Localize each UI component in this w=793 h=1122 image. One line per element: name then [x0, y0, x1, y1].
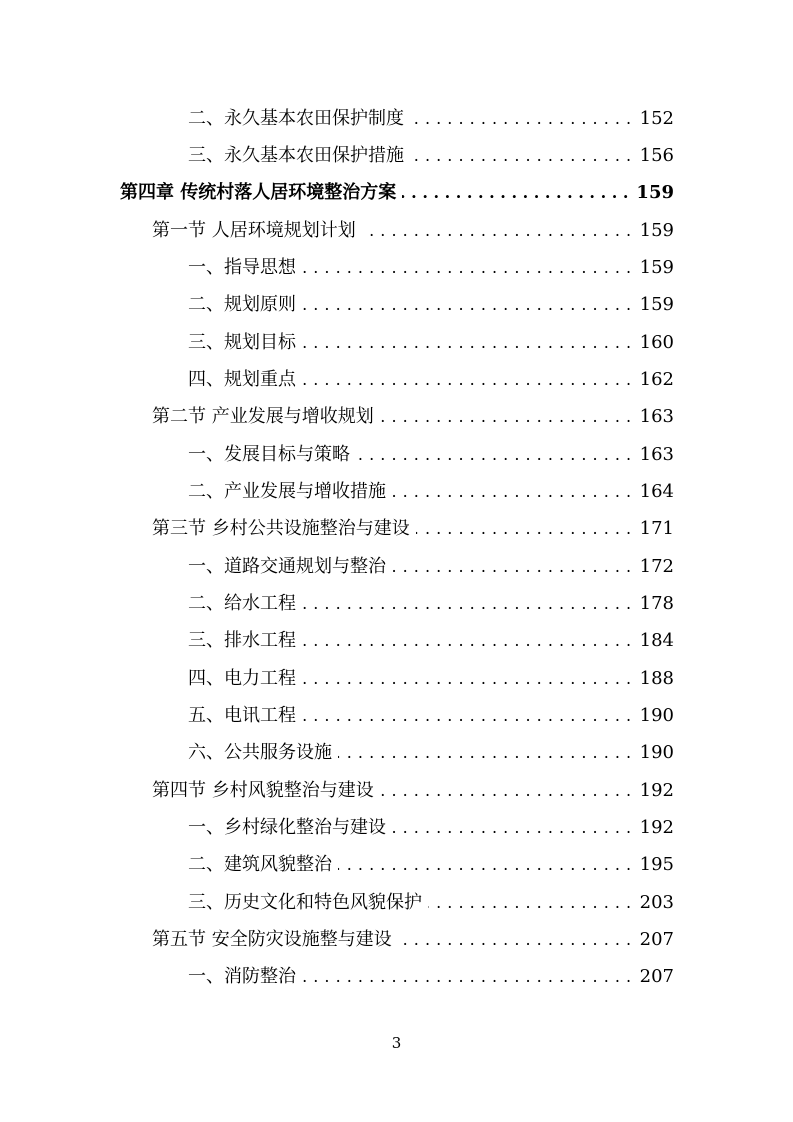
toc-entry-title: 三、永久基本农田保护措施 [188, 145, 404, 166]
toc-entry-page: 152 [639, 108, 674, 129]
toc-entry-page: 195 [639, 854, 674, 875]
toc-dot-leader [392, 809, 632, 846]
toc-entry[interactable] [188, 249, 674, 286]
toc-entry-page: 184 [639, 630, 674, 651]
toc-dot-leader [302, 958, 632, 995]
toc-entry-title: 三、规划目标 [188, 332, 296, 353]
toc-entry[interactable] [188, 100, 674, 137]
toc-entry[interactable] [188, 697, 674, 734]
toc-entry-page: 192 [639, 817, 674, 838]
toc-entry-title: 六、公共服务设施 [188, 742, 332, 763]
toc-dot-leader [338, 846, 632, 883]
toc-entry-title: 一、发展目标与策略 [188, 444, 350, 465]
toc-entry[interactable] [188, 884, 674, 921]
toc-entry-title: 三、排水工程 [188, 630, 296, 651]
toc-entry-page: 163 [639, 406, 674, 427]
toc-section-entry[interactable] [152, 398, 674, 435]
toc-dot-leader [392, 473, 632, 510]
toc-entry-title: 四、规划重点 [188, 369, 296, 390]
toc-entry-page: 192 [639, 780, 674, 801]
toc-entry-title: 二、建筑风貌整治 [188, 854, 332, 875]
toc-entry-page: 163 [639, 444, 674, 465]
toc-entry-title: 一、道路交通规划与整治 [188, 556, 386, 577]
toc-dot-leader [380, 772, 632, 809]
toc-entry[interactable] [188, 286, 674, 323]
toc-entry-page: 203 [639, 892, 674, 913]
toc-dot-leader [416, 510, 632, 547]
toc-entry-page: 159 [636, 182, 674, 203]
toc-entry[interactable] [188, 846, 674, 883]
toc-entry[interactable] [188, 585, 674, 622]
toc-entry-title: 二、产业发展与增收措施 [188, 481, 386, 502]
toc-dot-leader [302, 697, 632, 734]
toc-entry[interactable] [188, 958, 674, 995]
toc-entry[interactable] [188, 436, 674, 473]
toc-section-entry[interactable] [152, 510, 674, 547]
toc-entry-page: 164 [639, 481, 674, 502]
toc-entry[interactable] [188, 622, 674, 659]
toc-dot-leader [402, 174, 628, 211]
toc-entry-page: 159 [639, 294, 674, 315]
toc-entry-page: 172 [639, 556, 674, 577]
toc-entry[interactable] [188, 734, 674, 771]
toc-dot-leader [398, 921, 632, 958]
toc-dot-leader [428, 884, 632, 921]
toc-entry[interactable] [188, 137, 674, 174]
toc-entry-title: 一、指导思想 [188, 257, 296, 278]
toc-dot-leader [302, 585, 632, 622]
toc-entry-title: 第四节 乡村风貌整治与建设 [152, 780, 374, 801]
toc-entry-title: 一、消防整治 [188, 966, 296, 987]
toc-dot-leader [410, 137, 632, 174]
toc-entry-page: 178 [639, 593, 674, 614]
toc-entry-page: 160 [639, 332, 674, 353]
toc-entry-title: 二、给水工程 [188, 593, 296, 614]
toc-entry-page: 159 [639, 257, 674, 278]
toc-entry[interactable] [188, 660, 674, 697]
toc-dot-leader [302, 286, 632, 323]
toc-entry-title: 二、规划原则 [188, 294, 296, 315]
toc-entry-page: 156 [639, 145, 674, 166]
toc-dot-leader [392, 548, 632, 585]
toc-entry-title: 第一节 人居环境规划计划 [152, 220, 356, 241]
toc-entry-page: 207 [639, 966, 674, 987]
toc-dot-leader [356, 436, 632, 473]
toc-dot-leader [410, 100, 632, 137]
toc-section-entry[interactable] [152, 772, 674, 809]
toc-entry-title: 五、电讯工程 [188, 705, 296, 726]
toc-entry-title: 三、历史文化和特色风貌保护 [188, 892, 422, 913]
page-number: 3 [391, 1034, 402, 1052]
toc-dot-leader [302, 660, 632, 697]
toc-dot-leader [302, 249, 632, 286]
toc-entry-title: 一、乡村绿化整治与建设 [188, 817, 386, 838]
toc-dot-leader [362, 212, 632, 249]
toc-entry[interactable] [188, 473, 674, 510]
toc-chapter-entry[interactable] [120, 174, 674, 211]
toc-entry-title: 四、电力工程 [188, 668, 296, 689]
toc-entry-page: 159 [639, 220, 674, 241]
toc-entry-page: 171 [639, 518, 674, 539]
toc-entry[interactable] [188, 548, 674, 585]
toc-entry[interactable] [188, 324, 674, 361]
toc-section-entry[interactable] [152, 212, 674, 249]
toc-entry-page: 162 [639, 369, 674, 390]
toc-entry-title: 第五节 安全防灾设施整与建设 [152, 929, 392, 950]
toc-dot-leader [302, 361, 632, 398]
toc-entry-page: 190 [639, 742, 674, 763]
toc-entry-title: 第二节 产业发展与增收规划 [152, 406, 374, 427]
toc-dot-leader [302, 622, 632, 659]
toc-dot-leader [302, 324, 632, 361]
toc-entry-title: 第三节 乡村公共设施整治与建设 [152, 518, 410, 539]
toc-entry-page: 190 [639, 705, 674, 726]
toc-entry[interactable] [188, 809, 674, 846]
toc-entry-page: 188 [639, 668, 674, 689]
toc-section-entry[interactable] [152, 921, 674, 958]
toc-dot-leader [338, 734, 632, 771]
toc-entry-page: 207 [639, 929, 674, 950]
toc-dot-leader [380, 398, 632, 435]
toc-entry-title: 二、永久基本农田保护制度 [188, 108, 404, 129]
toc-entry[interactable] [188, 361, 674, 398]
toc-entry-title: 第四章 传统村落人居环境整治方案 [120, 182, 397, 203]
